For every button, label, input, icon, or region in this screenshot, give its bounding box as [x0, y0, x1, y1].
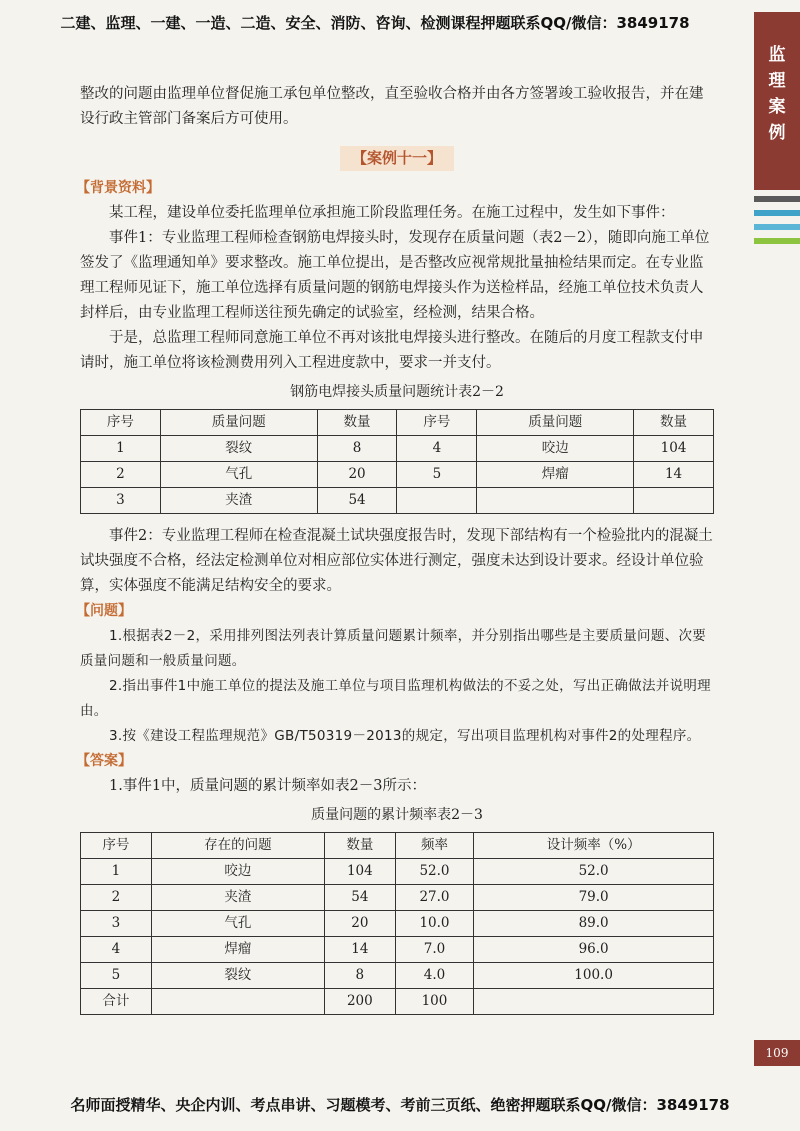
background-label: 【背景资料】 [76, 180, 160, 196]
side-stripe [754, 224, 800, 230]
background-paragraph: 于是，总监理工程师同意施工单位不再对该批电焊接头进行整改。在随后的月度工程款支付申请时，施工单位将该检测费用列入工程进度款中，要求一并支付。 [80, 330, 704, 371]
table-row: 3 气孔 20 10.0 89.0 [81, 911, 714, 937]
questions-label: 【问题】 [76, 603, 132, 619]
table-header-row: 序号 质量问题 数量 序号 质量问题 数量 [81, 410, 714, 436]
side-tab-char: 案 [768, 97, 786, 117]
side-tab-char: 监 [768, 45, 786, 65]
intro-paragraph: 整改的问题由监理单位督促施工承包单位整改，直至验收合格并由各方签署竣工验收报告，并在建设行政主管部门备案后方可使用。 [80, 86, 704, 127]
answer-label: 【答案】 [76, 753, 132, 769]
question-item: 1.根据表2－2，采用排列图法列表计算质量问题累计频率，并分别指出哪些是主要质量问题、次要质量问题和一般质量问题。 [80, 628, 707, 669]
table-row: 2 气孔 20 5 焊瘤 14 [81, 462, 714, 488]
side-stripe [754, 210, 800, 216]
side-tab-char: 例 [768, 123, 786, 143]
page-content [76, 82, 714, 1015]
table-row: 3 夹渣 54 [81, 488, 714, 514]
side-tab-char: 理 [768, 71, 786, 91]
case-title: 【案例十一】 [80, 146, 714, 172]
table-row: 1 咬边 104 52.0 52.0 [81, 859, 714, 885]
table1-caption: 钢筋电焊接头质量问题统计表2－2 [290, 384, 504, 400]
table-row: 4 焊瘤 14 7.0 96.0 [81, 937, 714, 963]
side-stripe [754, 196, 800, 202]
background-paragraph: 某工程，建设单位委托监理单位承担施工阶段监理任务。在施工过程中，发生如下事件： [109, 205, 675, 221]
table2-caption: 质量问题的累计频率表2－3 [311, 807, 483, 823]
quality-issue-table [80, 409, 714, 514]
side-tab [754, 12, 800, 190]
page-header: 二建、监理、一建、一造、二造、安全、消防、咨询、检测课程押题联系QQ/微信：3849178 [60, 14, 690, 32]
question-item: 3.按《建设工程监理规范》GB/T50319－2013的规定，写出项目监理机构对事件2的处理程序。 [109, 728, 701, 744]
cumulative-frequency-table [80, 832, 714, 1015]
table-row: 1 裂纹 8 4 咬边 104 [81, 436, 714, 462]
page-footer: 名师面授精华、央企内训、考点串讲、习题模考、考前三页纸、绝密押题联系QQ/微信：3849178 [70, 1096, 730, 1114]
question-item: 2.指出事件1中施工单位的提法及施工单位与项目监理机构做法的不妥之处，写出正确做法并说明理由。 [80, 678, 711, 719]
answer-paragraph: 1.事件1中，质量问题的累计频率如表2－3所示： [109, 778, 427, 794]
table-row: 2 夹渣 54 27.0 79.0 [81, 885, 714, 911]
table-header-row: 序号 存在的问题 数量 频率 设计频率（%） [81, 833, 714, 859]
background-paragraph: 事件1：专业监理工程师检查钢筋电焊接头时，发现存在质量问题（表2－2），随即向施工单位签发了《监理通知单》要求整改。施工单位提出，是否整改应视常规批量抽检结果而定。在专业监理工程师见证下，施工单位选择有质量问题的钢筋电焊接头作为送检样品，经施工单位技术负责人封样后，由专业监理工程师送往预先确定的试验室，经检测，结果合格。 [80, 230, 710, 321]
side-stripe [754, 238, 800, 244]
event2-paragraph: 事件2：专业监理工程师在检查混凝土试块强度报告时，发现下部结构有一个检验批内的混凝土试块强度不合格，经法定检测单位对相应部位实体进行测定，强度未达到设计要求。经设计单位验算，实体强度不能满足结构安全的要求。 [80, 528, 713, 594]
table-row: 5 裂纹 8 4.0 100.0 [81, 963, 714, 989]
page-number: 109 [754, 1040, 800, 1066]
table-total-row: 合计 200 100 [81, 989, 714, 1015]
